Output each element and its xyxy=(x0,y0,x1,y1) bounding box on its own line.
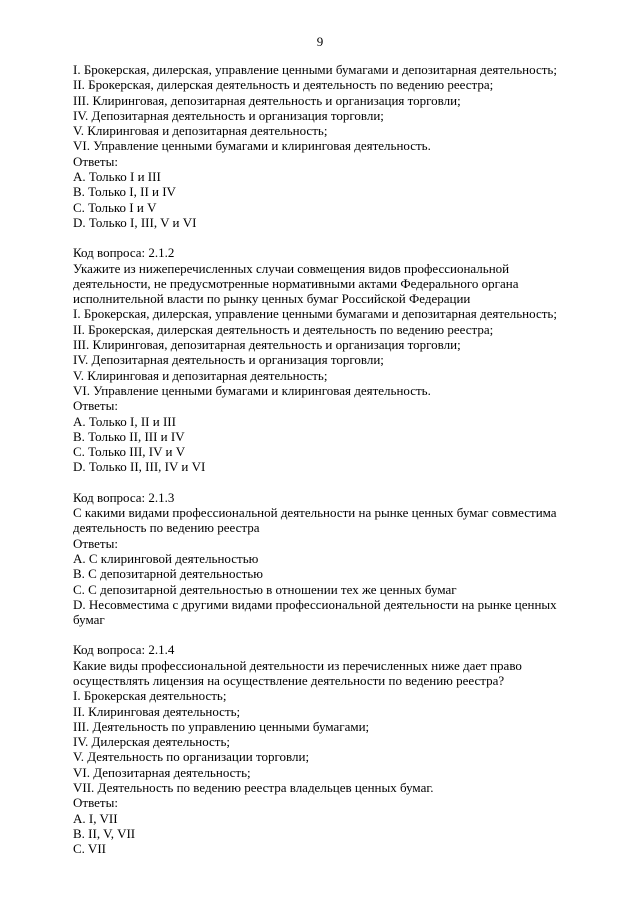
question-text-line: деятельность по ведению реестра xyxy=(73,520,260,536)
option-line: IV. Депозитарная деятельность и организация торговли; xyxy=(73,107,384,123)
answer-line: B. II, V, VII xyxy=(73,825,136,841)
question-code: Код вопроса: 2.1.3 xyxy=(73,489,175,505)
question-block-2-1-4 xyxy=(73,642,573,856)
answer-line: A. Только I и III xyxy=(73,169,161,185)
answer-line: A. I, VII xyxy=(73,810,118,826)
option-line: VI. Управление ценными бумагами и клиринговая деятельность. xyxy=(73,382,431,398)
option-line: VII. Деятельность по ведению реестра владельцев ценных бумаг. xyxy=(73,780,434,796)
question-block-2-1-1-continued xyxy=(73,62,573,230)
answer-line: D. Только I, III, V и VI xyxy=(73,214,197,230)
answers-heading: Ответы: xyxy=(73,398,118,414)
question-text-line: С какими видами профессиональной деятельности на рынке ценных бумаг совместима xyxy=(73,505,557,521)
answer-line: C. Только III, IV и V xyxy=(73,444,186,460)
option-line: VI. Управление ценными бумагами и клиринговая деятельность. xyxy=(73,138,431,154)
answer-line: C. С депозитарной деятельностью в отношении тех же ценных бумаг xyxy=(73,581,457,597)
option-line: II. Брокерская, дилерская деятельность и деятельность по ведению реестра; xyxy=(73,77,494,93)
document-body xyxy=(73,62,573,872)
option-line: VI. Депозитарная деятельность; xyxy=(73,764,251,780)
question-block-2-1-3 xyxy=(73,490,573,628)
answer-line: D. Несовместима с другими видами профессиональной деятельности на рынке ценных xyxy=(73,596,557,612)
question-code: Код вопроса: 2.1.2 xyxy=(73,245,175,261)
option-line: III. Деятельность по управлению ценными бумагами; xyxy=(73,718,370,734)
question-text-line: деятельности, не предусмотренные нормативными актами Федерального органа xyxy=(73,275,519,291)
answer-line: A. С клиринговой деятельностью xyxy=(73,550,259,566)
option-line: IV. Дилерская деятельность; xyxy=(73,734,231,750)
option-line: I. Брокерская деятельность; xyxy=(73,688,227,704)
question-block-2-1-2 xyxy=(73,245,573,474)
option-line: V. Деятельность по организации торговли; xyxy=(73,749,310,765)
option-line: IV. Депозитарная деятельность и организация торговли; xyxy=(73,352,384,368)
option-line: III. Клиринговая, депозитарная деятельность и организация торговли; xyxy=(73,337,461,353)
option-line: III. Клиринговая, депозитарная деятельность и организация торговли; xyxy=(73,92,461,108)
question-text-line: исполнительной власти по рынку ценных бумаг Российской Федерации xyxy=(73,291,471,307)
answer-line: A. Только I, II и III xyxy=(73,413,176,429)
question-text-line: Какие виды профессиональной деятельности из перечисленных ниже дает право xyxy=(73,657,522,673)
answer-line: B. Только II, III и IV xyxy=(73,428,185,444)
question-text-line: Укажите из нижеперечисленных случаи совмещения видов профессиональной xyxy=(73,260,510,276)
option-line: II. Брокерская, дилерская деятельность и деятельность по ведению реестра; xyxy=(73,321,494,337)
page-number: 9 xyxy=(316,34,324,49)
answer-line: C. Только I и V xyxy=(73,199,157,215)
answers-heading: Ответы: xyxy=(73,535,118,551)
answer-line: C. VII xyxy=(73,841,106,857)
question-code: Код вопроса: 2.1.4 xyxy=(73,642,175,658)
option-line: V. Клиринговая и депозитарная деятельность; xyxy=(73,367,328,383)
answer-line: B. Только I, II и IV xyxy=(73,184,176,200)
option-line: I. Брокерская, дилерская, управление ценными бумагами и депозитарная деятельность; xyxy=(73,306,557,322)
answer-line: D. Только II, III, IV и VI xyxy=(73,459,206,475)
answer-line: B. С депозитарной деятельностью xyxy=(73,566,263,582)
answer-line: бумаг xyxy=(73,612,105,628)
answers-heading: Ответы: xyxy=(73,153,118,169)
option-line: V. Клиринговая и депозитарная деятельность; xyxy=(73,123,328,139)
option-line: I. Брокерская, дилерская, управление ценными бумагами и депозитарная деятельность; xyxy=(73,62,557,77)
answers-heading: Ответы: xyxy=(73,795,118,811)
option-line: II. Клиринговая деятельность; xyxy=(73,703,241,719)
question-text-line: осуществлять лицензия на осуществление деятельности по ведению реестра? xyxy=(73,672,505,688)
